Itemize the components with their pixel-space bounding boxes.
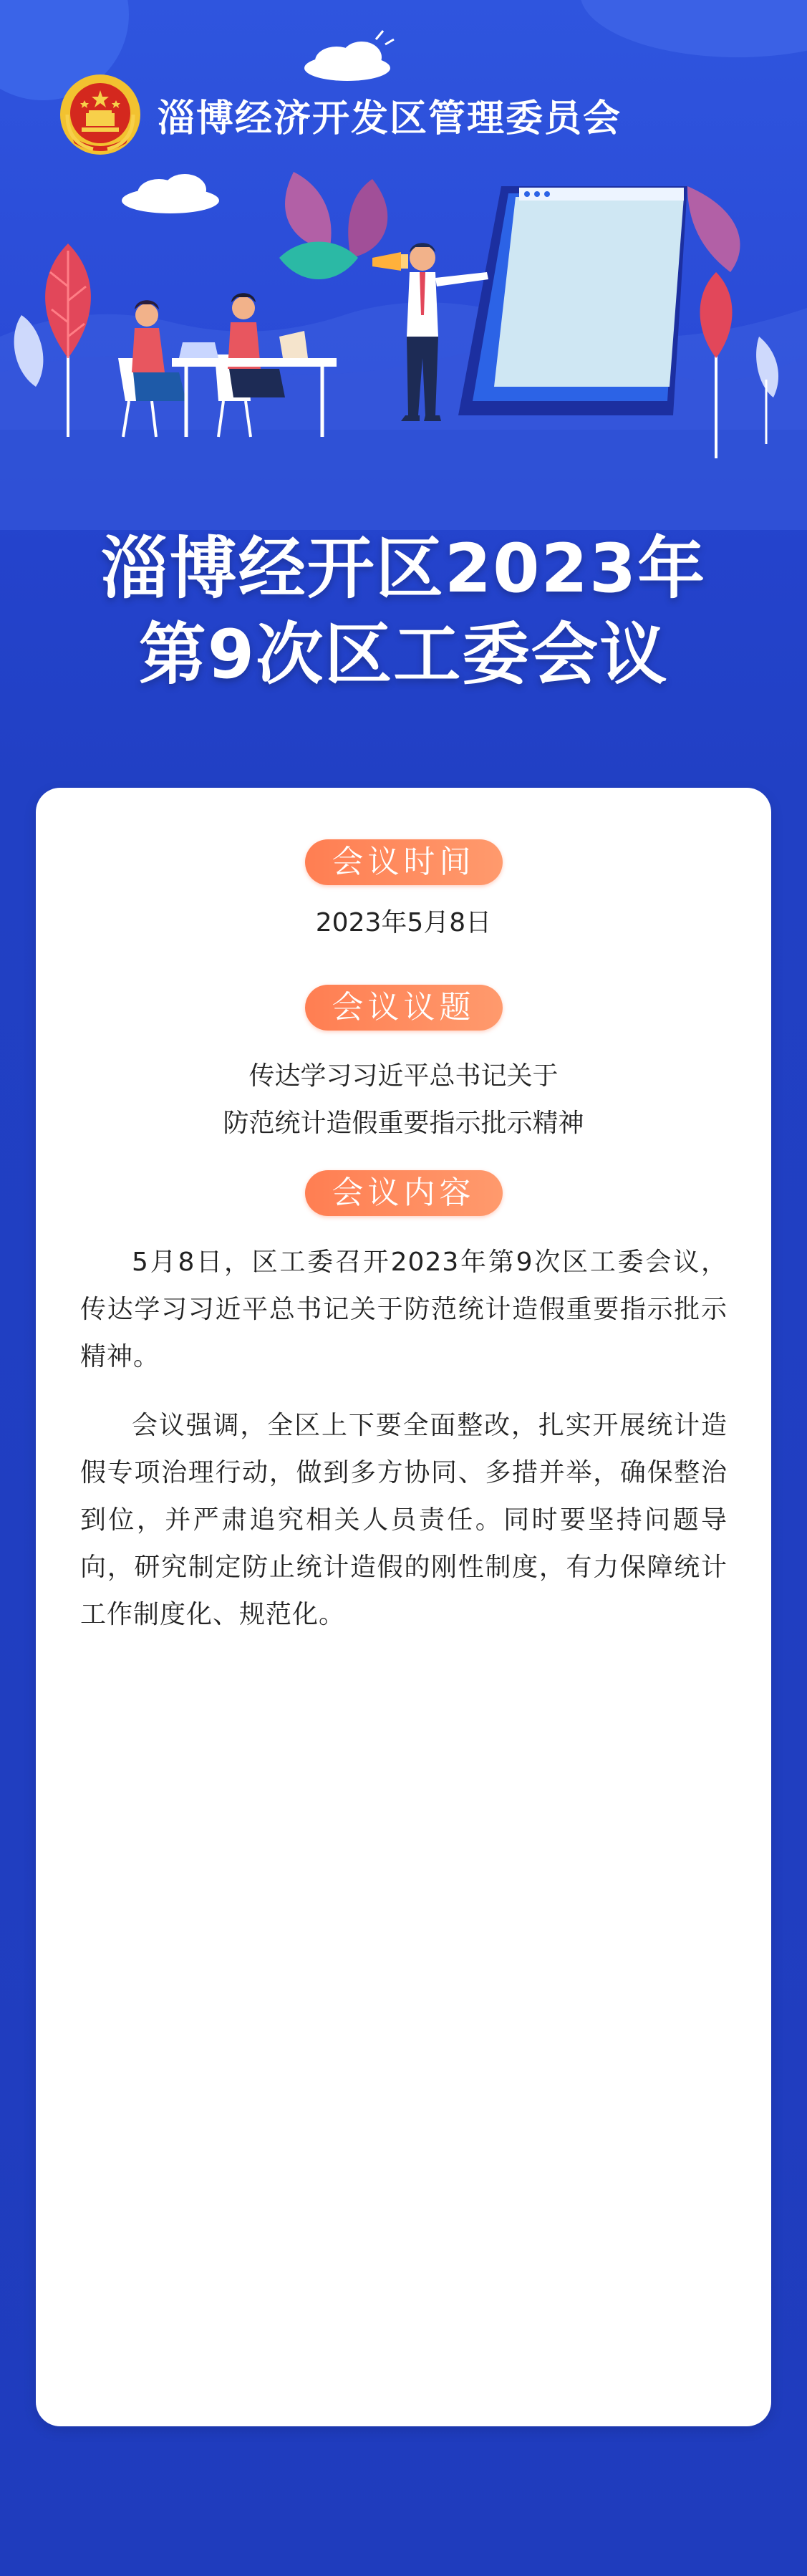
organization-name: 淄博经济开发区管理委员会: [158, 97, 622, 140]
header: [0, 0, 807, 694]
page-title: [0, 526, 807, 698]
plant-decoration: [279, 172, 387, 279]
national-emblem-icon: [57, 72, 143, 158]
content-card: [36, 788, 771, 2426]
meeting-content-label: 会议内容: [305, 1170, 503, 1216]
meeting-time-label: 会议时间: [305, 839, 503, 885]
ground-decoration: [0, 430, 807, 530]
content-paragraph: 5月8日，区工委召开2023年第9次区工委会议，传达学习习近平总书记关于防范统计造假重要指示批示精神。: [80, 1248, 728, 1371]
meeting-topic-line: 传达学习习近平总书记关于: [248, 1061, 559, 1091]
wave-decoration: [580, 0, 807, 57]
meeting-time-value: 2023年5月8日: [315, 908, 492, 937]
meeting-topic-line: 防范统计造假重要指示批示精神: [223, 1109, 584, 1138]
page-title-line: 第9次区工委会议: [138, 616, 669, 694]
sparkle-decoration: [376, 31, 394, 44]
presentation-board-decoration: [458, 186, 687, 415]
meeting-content-body: [80, 1239, 728, 1660]
meeting-topic-label: 会议议题: [305, 985, 503, 1031]
content-paragraph: 会议强调，全区上下要全面整改，扎实开展统计造假专项治理行动，做到多方协同、多措并举，确保整治到位，并严肃追究相关人员责任。同时要坚持问题导向，研究制定防止统计造假的刚性制度，有力保障统计工作制度化、规范化。: [80, 1411, 728, 1629]
page-title-line: 淄博经开区2023年: [100, 530, 707, 608]
